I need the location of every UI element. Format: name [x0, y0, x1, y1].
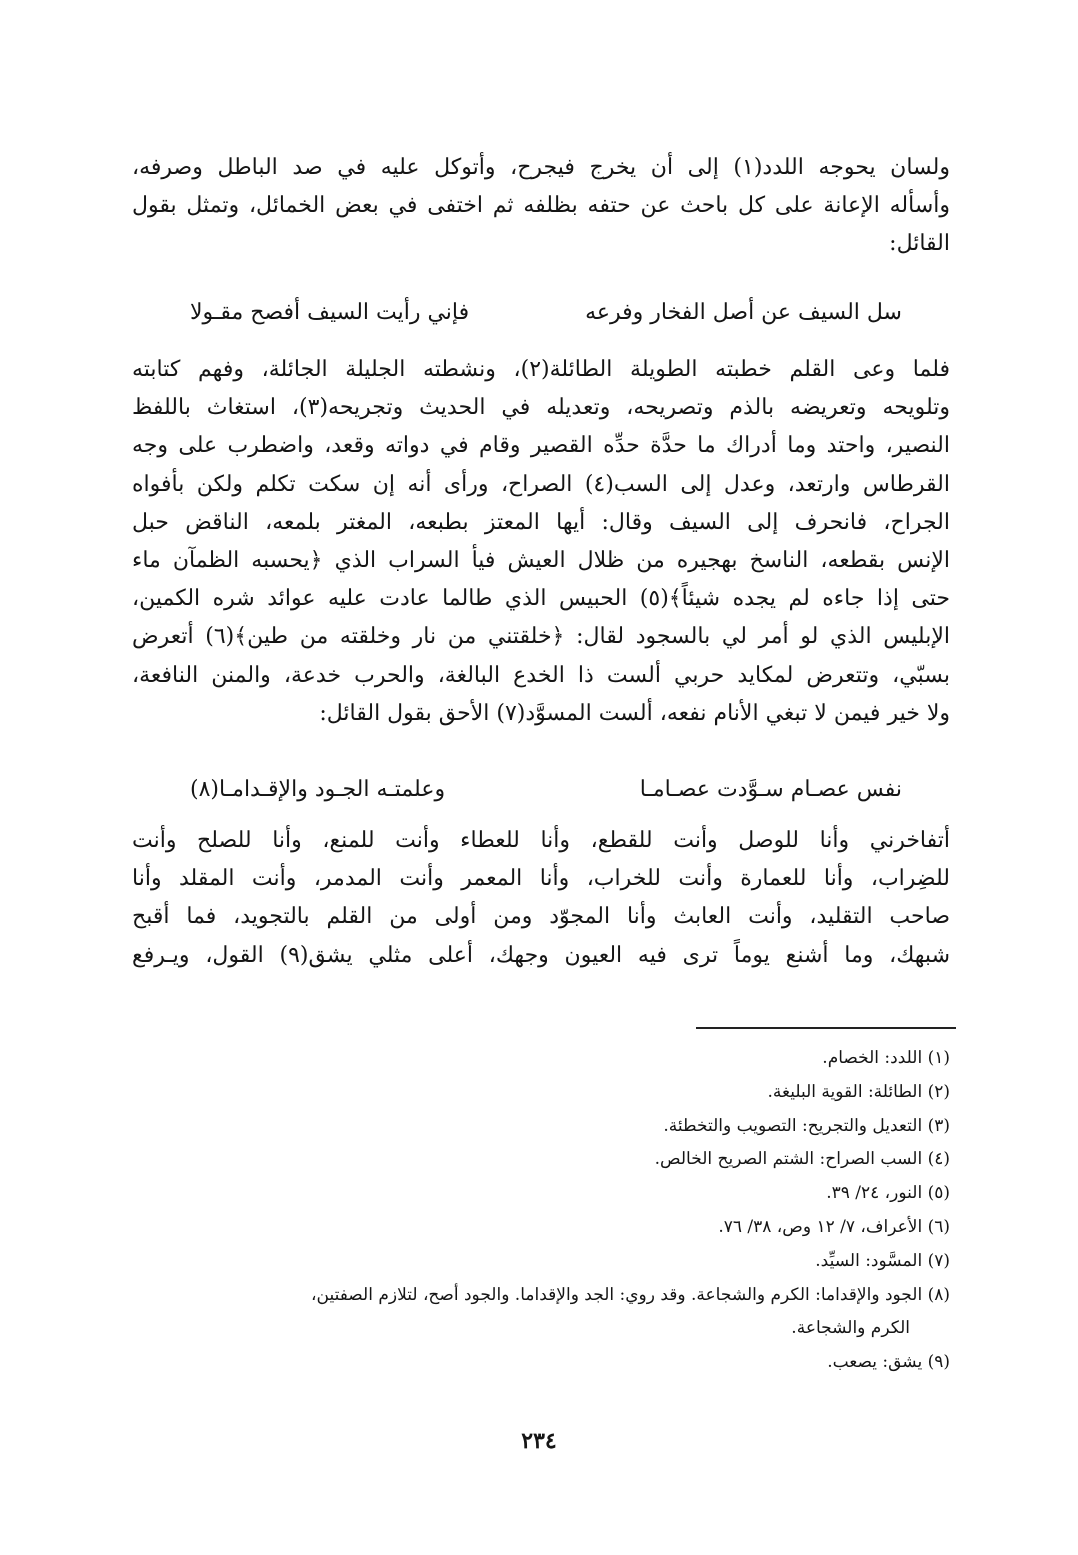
text-line: حتى إذا جاءه لم يجده شيئاً﴾(٥) الحبيس الذي طالما عادت عليه عوائد شره الكمين،	[132, 586, 950, 612]
text-line: القائل:	[889, 231, 950, 257]
text-line: النصير، واحتد وما أدراك ما حدَّة حدِّه القصير وقام في دواته وقعد، واضطرب على وجه	[132, 433, 950, 459]
footnote: (٢) الطائلة: القوية البليغة.	[767, 1081, 950, 1102]
verse-hemistich-second: وعلمتـه الجـود والإقـدامـا(٨)	[190, 777, 446, 802]
text-line: وأسأله الإعانة على كل باحث عن حتفه بظلفه ثم اختفى في بعض الخمائل، وتمثل بقول	[132, 193, 950, 219]
footnote: (٧) المسَّود: السيِّد.	[815, 1250, 950, 1271]
footnote-separator	[696, 1027, 956, 1029]
text-line: ولسان يحوجه اللدد(١) إلى أن يخرج فيجرح، وأتوكل عليه في صد الباطل وصرفه،	[132, 155, 950, 180]
footnote: (٩) يشق: يصعب.	[827, 1352, 950, 1373]
text-line: ولا خير فيمن لا تبغي الأنام نفعه، ألست المسوَّد(٧) الأحق بقول القائل:	[319, 700, 950, 726]
paragraph-3	[132, 822, 950, 975]
verse-hemistich-first: نفس عصـام سـوَّدت عصـامـا	[639, 777, 902, 802]
text-line: للضِراب، وأنا للعمارة وأنت للخراب، وأنا المعمر وأنت المدمر، وأنت المقلد وأنا	[132, 866, 950, 892]
text-line: الإبليس الذي لو أمر لي بالسجود لقال: ﴿خلقتني من نار وخلقته من طين﴾(٦) أتعرض	[132, 624, 950, 650]
paragraph-1	[132, 149, 950, 264]
text-line: بسبّي، وتتعرض لمكايد حربي ألست ذا الخدع البالغة، والحرب خدعة، والمنن النافعة،	[132, 662, 950, 688]
text-line: الجراح، فانحرف إلى السيف وقال: أيها المعتز بطبعه، المغتر بلمعه، الناقض حبل	[132, 509, 950, 535]
footnote: (٨) الجود والإقداما: الكرم والشجاعة. وقد روي: الجد والإقداما. والجود أصح، لتلازم الصفتين،	[311, 1284, 950, 1305]
verse-1	[190, 294, 902, 332]
footnote: (٣) التعديل والتجريح: التصويب والتخطئة.	[663, 1115, 950, 1136]
text-line: فلما وعى القلم خطبته الطويلة الطائلة(٢)، ونشطته الجليلة الجائلة، وفهم كتابته	[132, 357, 950, 382]
text-line: أتفاخرني وأنا للوصل وأنت للقطع، وأنا للعطاء وأنت للمنع، وأنا للصلح وأنت	[132, 828, 950, 853]
text-line: شبهك، وما أشنع يوماً ترى فيه العيون وجهك، أعلى مثلي يشق(٩) القول، ويـرفع	[132, 942, 951, 968]
footnote: (٥) النور، ٢٤/ ٣٩.	[826, 1183, 950, 1204]
text-line: الإنس بقطعه، الناسخ بهجيره من ظلال العيش فيأ السراب الذي ﴿يحسبه الظمآن ماء	[132, 548, 950, 574]
footnote: (٤) السب الصراح: الشتم الصريح الخالص.	[654, 1149, 950, 1170]
footnote: (١) اللدد: الخصام.	[822, 1048, 950, 1068]
text-line: القرطاس وارتعد، وعدل إلى السب(٤) الصراح، ورأى أنه إن سكت تكلم ولكن بأفواه	[132, 471, 950, 497]
text-line: صاحب التقليد، وأنت العابث وأنا المجوّد ومن أولى من القلم بالتجويد، فما أقبح	[132, 904, 950, 930]
footnote-continuation: الكرم والشجاعة.	[791, 1318, 910, 1339]
verse-2	[190, 771, 902, 809]
verse-hemistich-first: سل السيف عن أصل الفخار وفرعه	[585, 300, 902, 325]
verse-hemistich-second: فإني رأيت السيف أفصح مقـولا	[190, 300, 470, 325]
page-number: ٢٣٤	[521, 1428, 557, 1454]
text-line: وتلويحه وتعريضه بالذم وتصريحه، وتعديله في الحديث وتجريحه(٣)، استغاث باللفظ	[132, 395, 950, 421]
footnotes	[140, 1042, 950, 1380]
paragraph-2	[132, 351, 950, 733]
footnote: (٦) الأعراف، ٧/ ١٢ وص، ٣٨/ ٧٦.	[718, 1216, 950, 1237]
